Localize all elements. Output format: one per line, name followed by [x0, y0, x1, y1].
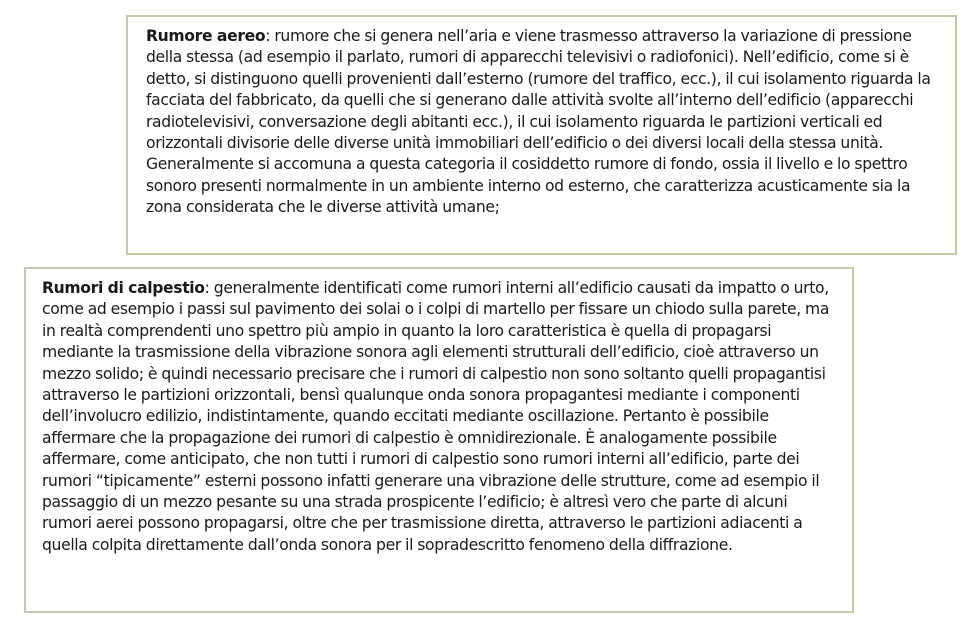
definition-paragraph: [146, 26, 943, 219]
definition-box-rumori-calpestio: [24, 267, 854, 613]
term-rumori-calpestio: Rumori di calpestio: [42, 279, 205, 297]
definition-text-rumori-calpestio: : generalmente identificati come rumori interni all’edificio causati da impatto o urto, come ad esempio i passi sul pavimento dei solai o i colpi di martello per fissare un chiodo sulla parete, ma in realtà comprendenti uno spettro più ampio in quanto la loro caratteristica è quella di propagarsi mediante la trasmissione della vibrazione sonora agli elementi strutturali dell’edificio, cioè attraverso un mezzo solido; è quindi necessario precisare che i rumori di calpestio non sono soltanto quelli propagantisi attraverso le partizioni orizzontali, bensì qualunque onda sonora propagantesi mediante i componenti dell’involucro edilizio, indistintamente, quando eccitati mediante oscillazione. Pertanto è possibile affermare che la propagazione dei rumori di calpestio è omnidirezionale. È analogamente possibile affermare, come anticipato, che non tutti i rumori di calpestio sono rumori interni all’edificio, parte dei rumori “tipicamente” esterni possono infatti generare una vibrazione delle strutture, come ad esempio il passaggio di un mezzo pesante su una strada prospicente l’edificio; è altresì vero che parte di alcuni rumori aerei possono propagarsi, oltre che per trasmissione diretta, attraverso le partizioni adiacenti a quella colpita direttamente dall’onda sonora per il sopradescritto fenomeno della diffrazione.: [42, 279, 830, 554]
definition-paragraph: [42, 278, 840, 556]
definition-box-rumore-aereo: [126, 15, 957, 255]
term-rumore-aereo: Rumore aereo: [146, 27, 266, 45]
definition-text-rumore-aereo: : rumore che si genera nell’aria e viene trasmesso attraverso la variazione di pressione della stessa (ad esempio il parlato, rumori di apparecchi televisivi o radiofonici). Nell’edificio, come si è detto, si distinguono quelli provenienti dall’esterno (rumore del traffico, ecc.), il cui isolamento riguarda la facciata del fabbricato, da quelli che si generano dalle attività svolte all’interno dell’edificio (apparecchi radiotelevisivi, conversazione degli abitanti ecc.), il cui isolamento riguarda le partizioni verticali ed orizzontali divisorie delle diverse unità immobiliari dell’edificio o dei diversi locali della stessa unità. Generalmente si accomuna a questa categoria il cosiddetto rumore di fondo, ossia il livello e lo spettro sonoro presenti normalmente in un ambiente interno od esterno, che caratterizza acusticamente sia la zona considerata che le diverse attività umane;: [146, 27, 931, 217]
